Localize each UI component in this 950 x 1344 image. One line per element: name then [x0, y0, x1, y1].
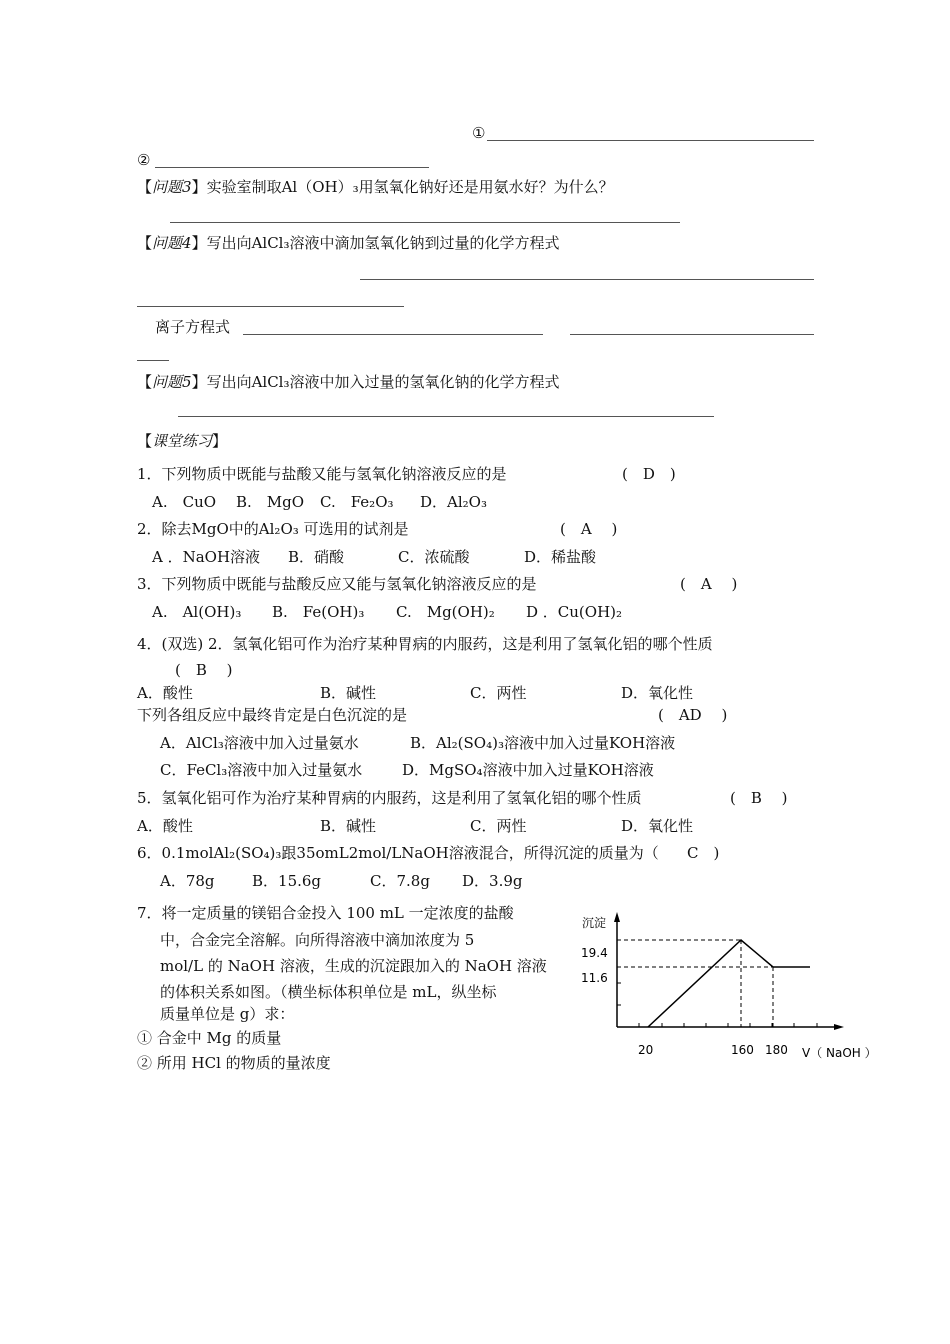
- option: B. Fe(OH)₃: [272, 603, 365, 621]
- option: B．碱性: [320, 684, 377, 702]
- y-tick-label: 11.6: [581, 971, 608, 985]
- answer: ( A ): [560, 520, 618, 538]
- option: D．稀盐酸: [524, 548, 597, 566]
- option: A. CuO: [152, 493, 217, 511]
- bracket: 】: [212, 432, 228, 450]
- answer: ( AD ): [658, 706, 728, 724]
- bracket: 】: [191, 373, 207, 391]
- question-4: [137, 233, 560, 253]
- question-5: [137, 372, 560, 392]
- question-stem: 5．氢氧化铝可作为治疗某种胃病的内服药，这是利用了氢氧化铝的哪个性质: [137, 789, 642, 807]
- question-tag: 问题5: [152, 373, 192, 391]
- answer-blank-3[interactable]: [170, 222, 680, 223]
- q7-subquestion: ① 合金中 Mg 的质量: [137, 1029, 282, 1047]
- answer-blank-4d[interactable]: [570, 334, 814, 335]
- q7-line: 质量单位是 g）求：: [160, 1005, 295, 1023]
- axis-ticks: [617, 940, 817, 1027]
- option: C. Mg(OH)₂: [396, 603, 495, 621]
- answer-blank-4b[interactable]: [137, 306, 404, 307]
- question-stem: 6．0.1molAl₂(SO₄)₃跟35omL2mol/LNaOH溶液混合，所得沉淀的质量为（: [137, 844, 659, 862]
- question-stem: 3．下列物质中既能与盐酸反应又能与氢氧化钠溶液反应的是: [137, 575, 537, 593]
- bracket: 】: [191, 234, 207, 252]
- option: A ．NaOH溶液: [152, 548, 261, 566]
- option: C．FeCl₃溶液中加入过量氨水: [160, 761, 363, 779]
- question-stem: 下列各组反应中最终肯定是白色沉淀的是: [137, 706, 408, 724]
- blank-2-label: ②: [137, 151, 151, 169]
- option: A．78g: [160, 872, 215, 890]
- y-tick-label: 19.4: [581, 946, 608, 960]
- answer: ( B ): [175, 661, 233, 679]
- option: D．MgSO₄溶液中加入过量KOH溶液: [402, 761, 654, 779]
- x-tick-label: 180: [765, 1043, 788, 1057]
- practice-heading: [137, 431, 227, 451]
- q7-line: 的体积关系如图。（横坐标体积单位是 mL，纵坐标: [160, 983, 497, 1001]
- question-stem: 4．(双选) 2．氢氧化铝可作为治疗某种胃病的内服药，这是利用了氢氧化铝的哪个性质: [137, 635, 713, 653]
- q7-subquestion: ② 所用 HCl 的物质的量浓度: [137, 1054, 331, 1072]
- option: C．浓硫酸: [398, 548, 470, 566]
- question-text: 写出向AlCl₃溶液中加入过量的氢氧化钠的化学方程式: [206, 373, 560, 391]
- answer: ( A ): [680, 575, 738, 593]
- q7-line: 中，合金完全溶解。向所得溶液中滴加浓度为 5: [160, 931, 475, 949]
- question-stem: 1．下列物质中既能与盐酸又能与氢氧化钠溶液反应的是: [137, 465, 507, 483]
- option: C．7.8g: [370, 872, 430, 890]
- option: C. Fe₂O₃: [320, 493, 394, 511]
- precipitate-graph: [570, 900, 890, 1070]
- precipitate-curve: [648, 940, 810, 1027]
- question-text: 写出向AlCl₃溶液中滴加氢氧化钠到过量的化学方程式: [206, 234, 560, 252]
- question-tag: 问题3: [152, 178, 192, 196]
- question-text: 实验室制取Al（OH）₃用氢氧化钠好还是用氨水好？为什么？: [206, 178, 614, 196]
- bracket: 【: [137, 234, 153, 252]
- y-axis-label: 沉淀: [582, 916, 607, 930]
- answer-blank-4a[interactable]: [360, 279, 814, 280]
- answer-blank-2[interactable]: [155, 167, 429, 168]
- section-title: 课堂练习: [152, 432, 213, 450]
- x-tick-label: 20: [638, 1043, 654, 1057]
- bracket: 【: [137, 178, 153, 196]
- bracket: 】: [191, 178, 207, 196]
- answer: C ): [687, 844, 720, 862]
- option: B. MgO: [236, 493, 305, 511]
- q7-line: mol/L 的 NaOH 溶液，生成的沉淀跟加入的 NaOH 溶液: [160, 957, 547, 975]
- question-3: [137, 177, 614, 197]
- option: C．两性: [470, 684, 527, 702]
- option: B．碱性: [320, 817, 377, 835]
- option: B．Al₂(SO₄)₃溶液中加入过量KOH溶液: [410, 734, 676, 752]
- option: D．氧化性: [621, 684, 694, 702]
- q7-line: 7．将一定质量的镁铝合金投入 100 mL 一定浓度的盐酸: [137, 904, 514, 922]
- answer: ( B ): [730, 789, 788, 807]
- option: D．氧化性: [621, 817, 694, 835]
- ionic-equation-label: 离子方程式: [155, 318, 231, 336]
- answer-blank-4c[interactable]: [243, 334, 543, 335]
- blank-1-label: ①: [472, 124, 486, 142]
- question-stem: 2．除去MgO中的Al₂O₃ 可选用的试剂是: [137, 520, 409, 538]
- answer: ( D ): [622, 465, 676, 483]
- option: B．15.6g: [252, 872, 322, 890]
- option: A．AlCl₃溶液中加入过量氨水: [160, 734, 359, 752]
- y-axis-arrow-icon: [614, 912, 620, 922]
- option: D．3.9g: [462, 872, 523, 890]
- x-axis-label: V（ NaOH ）: [802, 1046, 877, 1060]
- option: D．Al₂O₃: [420, 493, 487, 511]
- x-tick-label: 160: [731, 1043, 754, 1057]
- option: C．两性: [470, 817, 527, 835]
- bracket: 【: [137, 432, 153, 450]
- option: D ．Cu(OH)₂: [526, 603, 623, 621]
- answer-blank-4e[interactable]: [137, 360, 169, 361]
- option: A．酸性: [137, 817, 193, 835]
- option: B．硝酸: [288, 548, 345, 566]
- option: A．酸性: [137, 684, 193, 702]
- bracket: 【: [137, 373, 153, 391]
- answer-blank-1[interactable]: [487, 140, 814, 141]
- question-tag: 问题4: [152, 234, 192, 252]
- option: A. Al(OH)₃: [152, 603, 242, 621]
- x-axis-arrow-icon: [834, 1024, 844, 1030]
- answer-blank-5[interactable]: [178, 416, 714, 417]
